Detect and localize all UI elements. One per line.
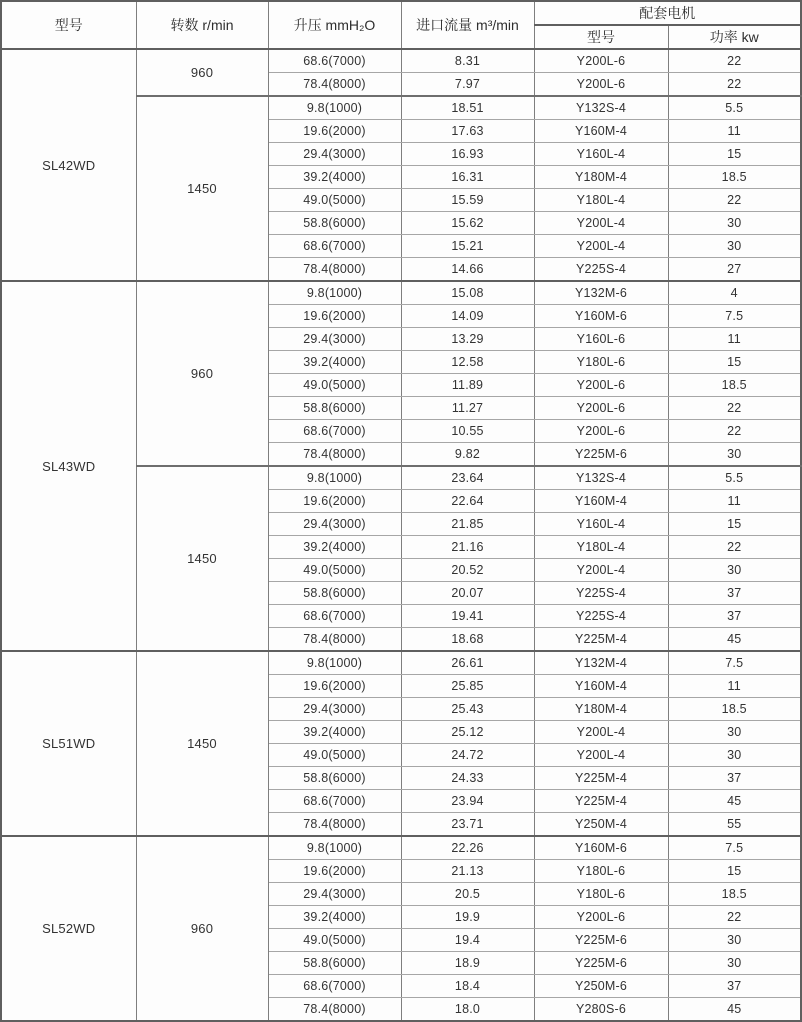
pressure-cell: 68.6(7000) bbox=[268, 420, 401, 443]
motor-model-cell: Y250M-6 bbox=[534, 975, 668, 998]
pressure-cell: 9.8(1000) bbox=[268, 466, 401, 490]
flow-cell: 25.43 bbox=[401, 698, 534, 721]
motor-model-cell: Y180M-4 bbox=[534, 698, 668, 721]
motor-model-cell: Y180M-4 bbox=[534, 166, 668, 189]
motor-power-cell: 15 bbox=[668, 860, 801, 883]
spec-table-header bbox=[1, 1, 801, 49]
header-motor-power: 功率 kw bbox=[668, 25, 801, 49]
motor-power-cell: 5.5 bbox=[668, 96, 801, 120]
flow-cell: 21.13 bbox=[401, 860, 534, 883]
motor-power-cell: 30 bbox=[668, 929, 801, 952]
pressure-cell: 39.2(4000) bbox=[268, 536, 401, 559]
flow-cell: 23.71 bbox=[401, 813, 534, 837]
header-pressure: 升压 mmH₂O bbox=[268, 1, 401, 49]
motor-model-cell: Y250M-4 bbox=[534, 813, 668, 837]
speed-cell: 960 bbox=[136, 836, 268, 1021]
motor-model-cell: Y160M-4 bbox=[534, 120, 668, 143]
motor-power-cell: 15 bbox=[668, 351, 801, 374]
flow-cell: 15.62 bbox=[401, 212, 534, 235]
motor-power-cell: 45 bbox=[668, 790, 801, 813]
pressure-cell: 58.8(6000) bbox=[268, 582, 401, 605]
motor-power-cell: 22 bbox=[668, 73, 801, 97]
flow-cell: 18.51 bbox=[401, 96, 534, 120]
motor-model-cell: Y180L-6 bbox=[534, 351, 668, 374]
pressure-cell: 19.6(2000) bbox=[268, 305, 401, 328]
motor-model-cell: Y160M-4 bbox=[534, 675, 668, 698]
motor-power-cell: 37 bbox=[668, 605, 801, 628]
motor-model-cell: Y200L-6 bbox=[534, 420, 668, 443]
motor-power-cell: 22 bbox=[668, 420, 801, 443]
motor-model-cell: Y200L-6 bbox=[534, 49, 668, 73]
table-row bbox=[1, 836, 801, 860]
flow-cell: 19.41 bbox=[401, 605, 534, 628]
flow-cell: 18.68 bbox=[401, 628, 534, 652]
motor-model-cell: Y225S-4 bbox=[534, 582, 668, 605]
motor-model-cell: Y225S-4 bbox=[534, 258, 668, 282]
motor-model-cell: Y132S-4 bbox=[534, 466, 668, 490]
flow-cell: 15.21 bbox=[401, 235, 534, 258]
flow-cell: 12.58 bbox=[401, 351, 534, 374]
pressure-cell: 78.4(8000) bbox=[268, 628, 401, 652]
pressure-cell: 29.4(3000) bbox=[268, 883, 401, 906]
pressure-cell: 49.0(5000) bbox=[268, 189, 401, 212]
motor-model-cell: Y280S-6 bbox=[534, 998, 668, 1022]
spec-table-body bbox=[1, 49, 801, 1021]
motor-power-cell: 7.5 bbox=[668, 305, 801, 328]
motor-power-cell: 7.5 bbox=[668, 836, 801, 860]
flow-cell: 14.66 bbox=[401, 258, 534, 282]
flow-cell: 22.26 bbox=[401, 836, 534, 860]
motor-model-cell: Y180L-4 bbox=[534, 536, 668, 559]
motor-power-cell: 37 bbox=[668, 582, 801, 605]
header-row-1 bbox=[1, 1, 801, 25]
motor-power-cell: 30 bbox=[668, 443, 801, 467]
header-motor-model: 型号 bbox=[534, 25, 668, 49]
flow-cell: 10.55 bbox=[401, 420, 534, 443]
flow-cell: 25.12 bbox=[401, 721, 534, 744]
pressure-cell: 39.2(4000) bbox=[268, 906, 401, 929]
speed-cell: 1450 bbox=[136, 651, 268, 836]
pressure-cell: 29.4(3000) bbox=[268, 698, 401, 721]
motor-power-cell: 11 bbox=[668, 675, 801, 698]
motor-model-cell: Y132S-4 bbox=[534, 96, 668, 120]
motor-power-cell: 11 bbox=[668, 120, 801, 143]
motor-model-cell: Y160M-4 bbox=[534, 490, 668, 513]
flow-cell: 15.59 bbox=[401, 189, 534, 212]
flow-cell: 22.64 bbox=[401, 490, 534, 513]
speed-cell: 1450 bbox=[136, 466, 268, 651]
pressure-cell: 9.8(1000) bbox=[268, 651, 401, 675]
flow-cell: 21.16 bbox=[401, 536, 534, 559]
motor-power-cell: 18.5 bbox=[668, 166, 801, 189]
flow-cell: 13.29 bbox=[401, 328, 534, 351]
flow-cell: 16.31 bbox=[401, 166, 534, 189]
flow-cell: 18.9 bbox=[401, 952, 534, 975]
motor-model-cell: Y200L-4 bbox=[534, 235, 668, 258]
model-cell: SL52WD bbox=[1, 836, 136, 1021]
motor-model-cell: Y200L-4 bbox=[534, 721, 668, 744]
flow-cell: 19.9 bbox=[401, 906, 534, 929]
model-cell: SL51WD bbox=[1, 651, 136, 836]
pressure-cell: 39.2(4000) bbox=[268, 721, 401, 744]
pressure-cell: 29.4(3000) bbox=[268, 513, 401, 536]
motor-model-cell: Y200L-4 bbox=[534, 212, 668, 235]
motor-power-cell: 27 bbox=[668, 258, 801, 282]
motor-power-cell: 22 bbox=[668, 397, 801, 420]
flow-cell: 20.5 bbox=[401, 883, 534, 906]
motor-model-cell: Y225M-4 bbox=[534, 767, 668, 790]
motor-power-cell: 45 bbox=[668, 628, 801, 652]
motor-power-cell: 18.5 bbox=[668, 374, 801, 397]
motor-model-cell: Y180L-6 bbox=[534, 883, 668, 906]
pressure-cell: 78.4(8000) bbox=[268, 813, 401, 837]
pressure-cell: 49.0(5000) bbox=[268, 929, 401, 952]
table-row bbox=[1, 49, 801, 73]
motor-power-cell: 30 bbox=[668, 212, 801, 235]
motor-power-cell: 30 bbox=[668, 952, 801, 975]
pressure-cell: 19.6(2000) bbox=[268, 490, 401, 513]
motor-model-cell: Y200L-6 bbox=[534, 397, 668, 420]
pressure-cell: 68.6(7000) bbox=[268, 790, 401, 813]
pressure-cell: 58.8(6000) bbox=[268, 397, 401, 420]
motor-power-cell: 15 bbox=[668, 143, 801, 166]
flow-cell: 19.4 bbox=[401, 929, 534, 952]
motor-power-cell: 4 bbox=[668, 281, 801, 305]
pressure-cell: 9.8(1000) bbox=[268, 96, 401, 120]
pressure-cell: 78.4(8000) bbox=[268, 998, 401, 1022]
motor-power-cell: 30 bbox=[668, 235, 801, 258]
header-motor-group: 配套电机 bbox=[534, 1, 801, 25]
pressure-cell: 19.6(2000) bbox=[268, 120, 401, 143]
flow-cell: 20.07 bbox=[401, 582, 534, 605]
flow-cell: 25.85 bbox=[401, 675, 534, 698]
motor-model-cell: Y160M-6 bbox=[534, 836, 668, 860]
pressure-cell: 29.4(3000) bbox=[268, 143, 401, 166]
header-speed: 转数 r/min bbox=[136, 1, 268, 49]
pressure-cell: 58.8(6000) bbox=[268, 212, 401, 235]
pressure-cell: 78.4(8000) bbox=[268, 443, 401, 467]
pressure-cell: 78.4(8000) bbox=[268, 258, 401, 282]
motor-model-cell: Y200L-6 bbox=[534, 906, 668, 929]
flow-cell: 24.72 bbox=[401, 744, 534, 767]
flow-cell: 8.31 bbox=[401, 49, 534, 73]
model-cell: SL42WD bbox=[1, 49, 136, 281]
motor-model-cell: Y225S-4 bbox=[534, 605, 668, 628]
motor-model-cell: Y200L-4 bbox=[534, 559, 668, 582]
table-row bbox=[1, 651, 801, 675]
flow-cell: 23.64 bbox=[401, 466, 534, 490]
motor-model-cell: Y132M-4 bbox=[534, 651, 668, 675]
pressure-cell: 9.8(1000) bbox=[268, 836, 401, 860]
motor-model-cell: Y180L-4 bbox=[534, 189, 668, 212]
motor-model-cell: Y180L-6 bbox=[534, 860, 668, 883]
pressure-cell: 9.8(1000) bbox=[268, 281, 401, 305]
flow-cell: 16.93 bbox=[401, 143, 534, 166]
pressure-cell: 68.6(7000) bbox=[268, 975, 401, 998]
flow-cell: 23.94 bbox=[401, 790, 534, 813]
header-flow: 进口流量 m³/min bbox=[401, 1, 534, 49]
motor-model-cell: Y225M-6 bbox=[534, 952, 668, 975]
motor-model-cell: Y225M-4 bbox=[534, 790, 668, 813]
motor-power-cell: 55 bbox=[668, 813, 801, 837]
flow-cell: 24.33 bbox=[401, 767, 534, 790]
motor-power-cell: 22 bbox=[668, 906, 801, 929]
motor-model-cell: Y160L-4 bbox=[534, 143, 668, 166]
motor-power-cell: 30 bbox=[668, 744, 801, 767]
flow-cell: 17.63 bbox=[401, 120, 534, 143]
pressure-cell: 39.2(4000) bbox=[268, 351, 401, 374]
pressure-cell: 58.8(6000) bbox=[268, 767, 401, 790]
flow-cell: 9.82 bbox=[401, 443, 534, 467]
motor-power-cell: 11 bbox=[668, 490, 801, 513]
pressure-cell: 49.0(5000) bbox=[268, 559, 401, 582]
pressure-cell: 29.4(3000) bbox=[268, 328, 401, 351]
motor-power-cell: 30 bbox=[668, 721, 801, 744]
motor-power-cell: 18.5 bbox=[668, 698, 801, 721]
motor-power-cell: 30 bbox=[668, 559, 801, 582]
motor-power-cell: 22 bbox=[668, 536, 801, 559]
flow-cell: 18.0 bbox=[401, 998, 534, 1022]
flow-cell: 7.97 bbox=[401, 73, 534, 97]
motor-model-cell: Y132M-6 bbox=[534, 281, 668, 305]
motor-model-cell: Y160M-6 bbox=[534, 305, 668, 328]
motor-power-cell: 15 bbox=[668, 513, 801, 536]
motor-power-cell: 37 bbox=[668, 767, 801, 790]
model-cell: SL43WD bbox=[1, 281, 136, 651]
speed-cell: 960 bbox=[136, 281, 268, 466]
pressure-cell: 19.6(2000) bbox=[268, 675, 401, 698]
motor-model-cell: Y225M-6 bbox=[534, 929, 668, 952]
flow-cell: 11.27 bbox=[401, 397, 534, 420]
pressure-cell: 49.0(5000) bbox=[268, 744, 401, 767]
motor-model-cell: Y160L-4 bbox=[534, 513, 668, 536]
flow-cell: 18.4 bbox=[401, 975, 534, 998]
motor-power-cell: 5.5 bbox=[668, 466, 801, 490]
pressure-cell: 58.8(6000) bbox=[268, 952, 401, 975]
pressure-cell: 68.6(7000) bbox=[268, 49, 401, 73]
motor-model-cell: Y200L-6 bbox=[534, 374, 668, 397]
table-row bbox=[1, 281, 801, 305]
pressure-cell: 68.6(7000) bbox=[268, 235, 401, 258]
speed-cell: 1450 bbox=[136, 96, 268, 281]
pressure-cell: 68.6(7000) bbox=[268, 605, 401, 628]
motor-power-cell: 45 bbox=[668, 998, 801, 1022]
motor-power-cell: 37 bbox=[668, 975, 801, 998]
flow-cell: 14.09 bbox=[401, 305, 534, 328]
motor-model-cell: Y225M-6 bbox=[534, 443, 668, 467]
motor-model-cell: Y200L-4 bbox=[534, 744, 668, 767]
speed-cell: 960 bbox=[136, 49, 268, 96]
motor-power-cell: 11 bbox=[668, 328, 801, 351]
flow-cell: 20.52 bbox=[401, 559, 534, 582]
flow-cell: 11.89 bbox=[401, 374, 534, 397]
header-model: 型号 bbox=[1, 1, 136, 49]
motor-power-cell: 22 bbox=[668, 49, 801, 73]
motor-power-cell: 18.5 bbox=[668, 883, 801, 906]
motor-model-cell: Y225M-4 bbox=[534, 628, 668, 652]
pressure-cell: 78.4(8000) bbox=[268, 73, 401, 97]
pressure-cell: 19.6(2000) bbox=[268, 860, 401, 883]
pressure-cell: 49.0(5000) bbox=[268, 374, 401, 397]
pressure-cell: 39.2(4000) bbox=[268, 166, 401, 189]
flow-cell: 15.08 bbox=[401, 281, 534, 305]
flow-cell: 21.85 bbox=[401, 513, 534, 536]
motor-power-cell: 7.5 bbox=[668, 651, 801, 675]
motor-model-cell: Y160L-6 bbox=[534, 328, 668, 351]
motor-model-cell: Y200L-6 bbox=[534, 73, 668, 97]
motor-power-cell: 22 bbox=[668, 189, 801, 212]
flow-cell: 26.61 bbox=[401, 651, 534, 675]
